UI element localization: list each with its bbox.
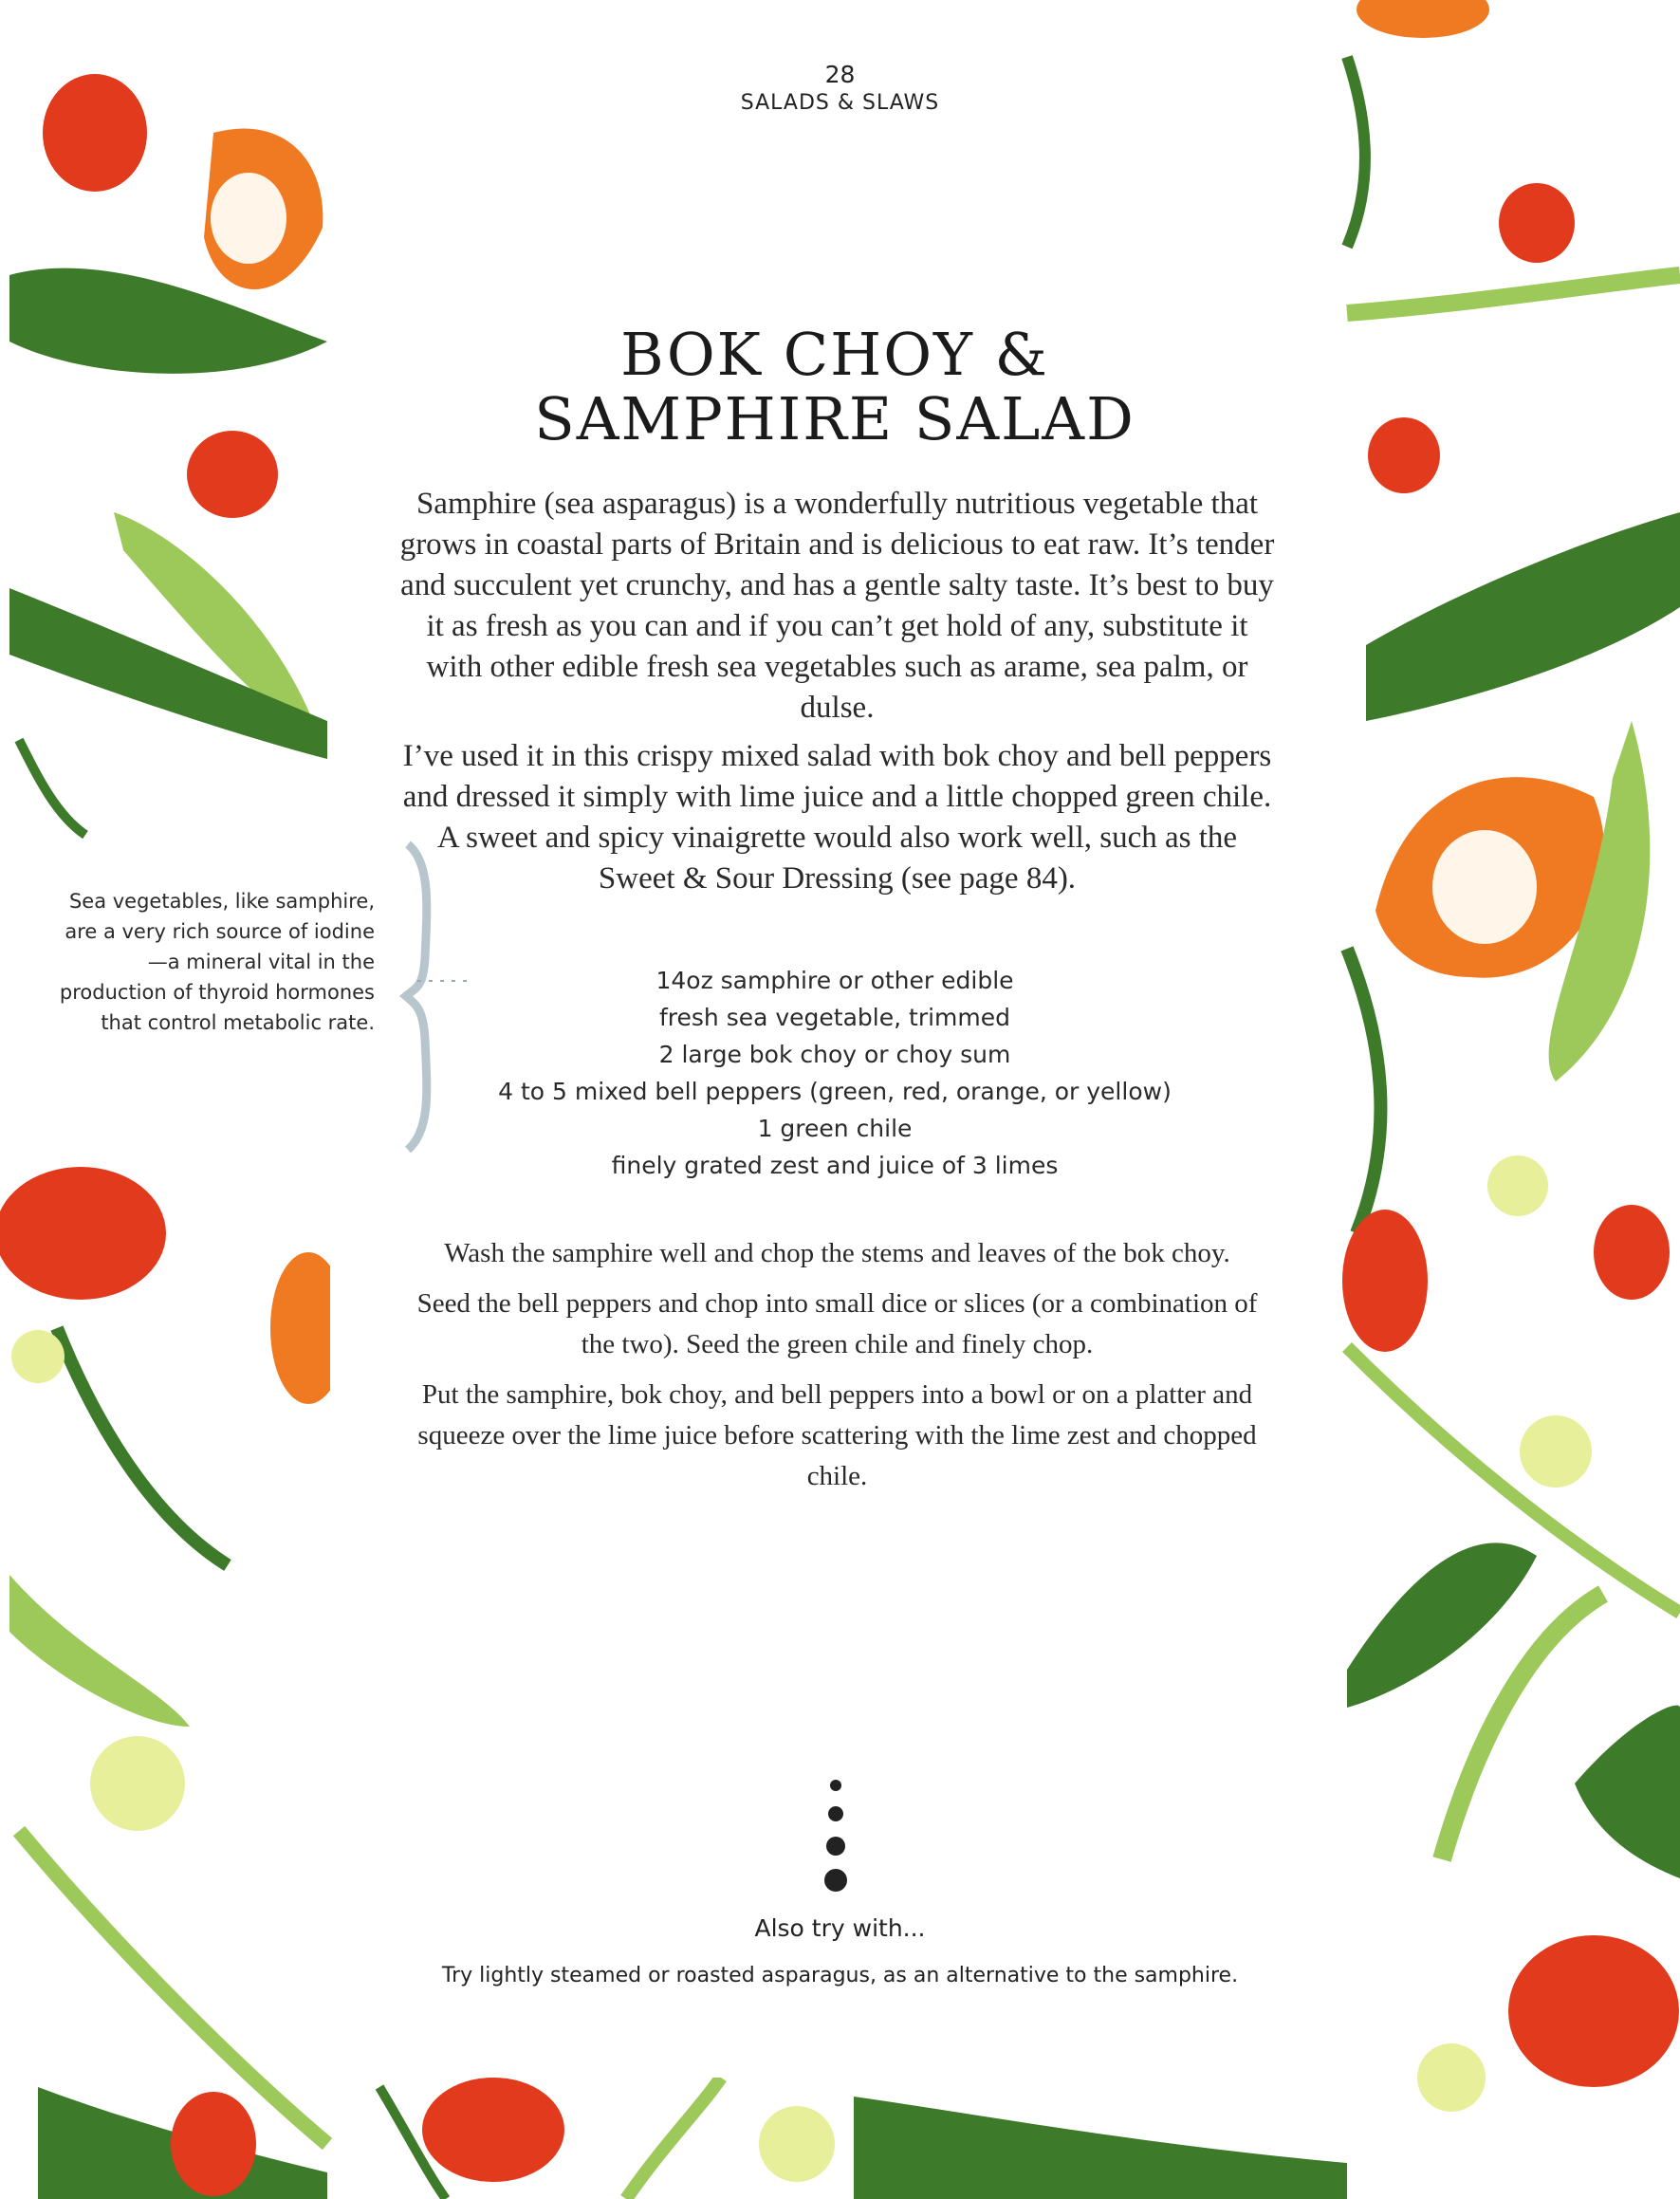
bottom-vegetables: [379, 2078, 1347, 2199]
recipe-title-line-1: BOK CHOY &: [620, 320, 1049, 389]
ingredient-item: 4 to 5 mixed bell peppers (green, red, orange, or yellow): [498, 1078, 1172, 1105]
intro-paragraph: I’ve used it in this crispy mixed salad with bok choy and bell peppers and dressed it simply with lime juice and a little chopped green chile. A sweet and spicy vinaigrette would also work well, such as the Sweet & Sour Dressing (see page 84).: [402, 739, 1272, 896]
right-vegetables: [1342, 0, 1680, 2112]
method-step: Wash the samphire well and chop the stems and leaves of the bok choy.: [444, 1238, 1230, 1268]
method-step: Put the samphire, bok choy, and bell peppers into a bowl or on a platter and squeeze over the lime juice before scattering with the lime zest and chopped chile.: [417, 1379, 1257, 1491]
dot-ornament-icon: [821, 1774, 858, 1897]
also-try-heading: Also try with...: [754, 1914, 926, 1942]
method-steps: [398, 1233, 1276, 1506]
recipe-title: [408, 320, 1262, 453]
ingredient-item: 1 green chile: [757, 1115, 913, 1142]
ingredient-list: [455, 962, 1214, 1184]
recipe-intro: [398, 484, 1276, 907]
ingredient-item: 14oz samphire or other edible: [655, 967, 1014, 994]
ingredient-item: fresh sea vegetable, trimmed: [658, 1004, 1011, 1031]
intro-paragraph: Samphire (sea asparagus) is a wonderfully nutritious vegetable that grows in coastal parts of Britain and is delicious to eat raw. It’s tender and succulent yet crunchy, and has a gentle salty taste. It’s best to buy it as fresh as you can and if you can’t get hold of any, substitute it with other edible fresh sea vegetables such as arame, sea palm, or dulse.: [399, 487, 1275, 725]
method-step: Seed the bell peppers and chop into small dice or slices (or a combination of the two). Seed the green chile and finely chop.: [416, 1288, 1258, 1359]
ingredient-item: 2 large bok choy or choy sum: [658, 1041, 1011, 1068]
page-number: 28: [824, 61, 856, 88]
also-try-text: Try lightly steamed or roasted asparagus, as an alternative to the samphire.: [441, 1964, 1239, 1987]
ingredient-item: finely grated zest and juice of 3 limes: [611, 1152, 1059, 1179]
side-note: Sea vegetables, like samphire, are a very rich source of iodine—a mineral vital in the production of thyroid hormones that control metabolic rate.: [59, 890, 375, 1034]
recipe-title-line-2: SAMPHIRE SALAD: [534, 384, 1135, 453]
section-heading: SALADS & SLAWS: [740, 91, 940, 115]
